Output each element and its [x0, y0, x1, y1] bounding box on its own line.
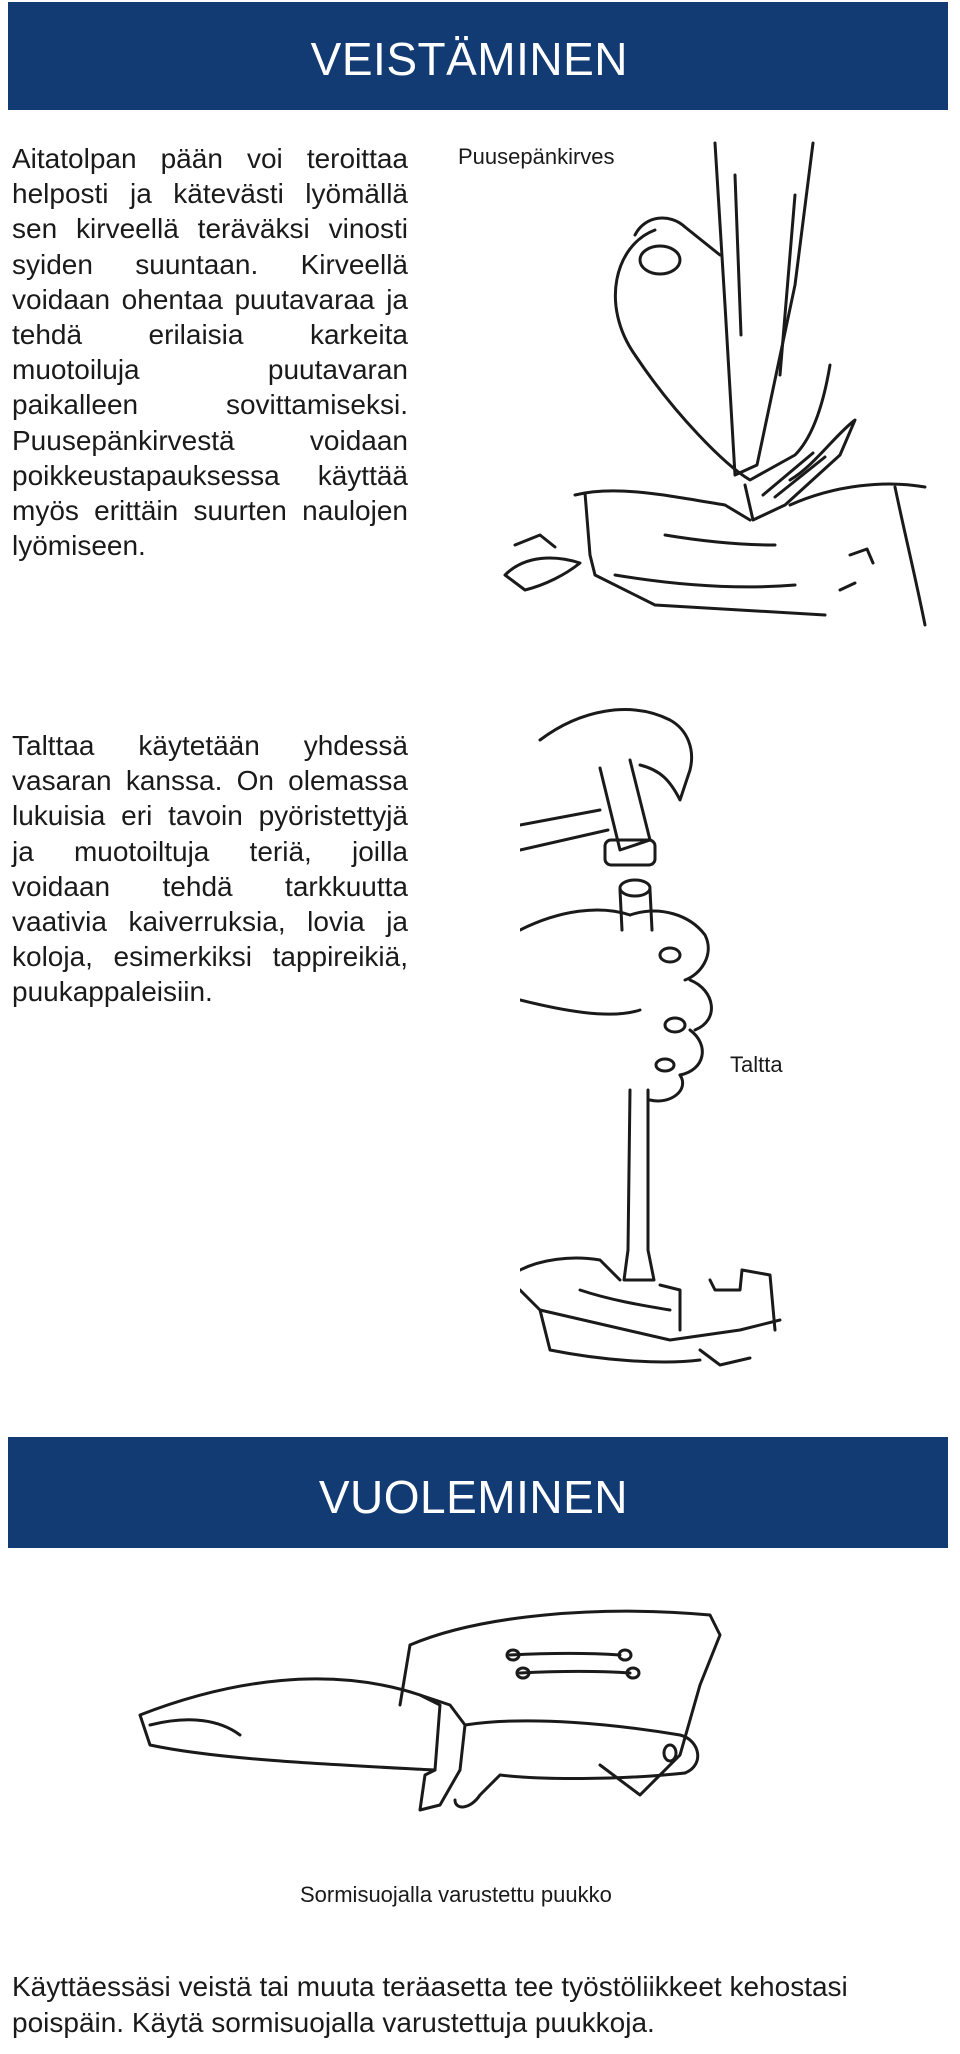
- section-title: VEISTÄMINEN: [310, 33, 628, 85]
- section-header-vuoleminen: [8, 1437, 948, 1548]
- knife-warning-paragraph: Käyttäessäsi veistä tai muuta teräasetta tee työstöliikkeet kehostasi poispäin. Käytä sormisuojalla varustettuja puukkoja.: [12, 1971, 848, 2038]
- finger-guard-knife-illustration: [80, 1595, 800, 1855]
- chisel-paragraph: Talttaa käytetään yhdessä vasaran kanssa. On olemassa lukuisia eri tavoin pyöristettyjä ja muotoiltuja teriä, joilla voidaan tehdä tarkkuutta vaativia kaiverruksia, lovia ja koloja, esimerkiksi tappireikiä, puukappaleisiin.: [12, 730, 408, 1008]
- axe-paragraph: Aitatolpan pään voi teroittaa helposti ja kätevästi lyömällä sen kirveellä teräväksi vinosti syiden suuntaan. Kirveellä voidaan ohentaa puutavaraa ja tehdä erilaisia karkeita muotoiluja puutavaran paikalleen sovittamiseksi. Puusepänkirvestä voidaan poikkeustapauksessa käyttää myös erittäin suurten naulojen lyömiseen.: [12, 143, 408, 562]
- axe-caption: Puusepänkirves: [458, 144, 615, 169]
- chisel-caption: Taltta: [730, 1052, 783, 1077]
- hammer-chisel-illustration: [520, 690, 820, 1370]
- section-title: VUOLEMINEN: [318, 1471, 628, 1523]
- carpentry-axe-illustration: [495, 135, 945, 645]
- section-header-veistaminen: [8, 2, 948, 110]
- knife-caption: Sormisuojalla varustettu puukko: [300, 1882, 612, 1907]
